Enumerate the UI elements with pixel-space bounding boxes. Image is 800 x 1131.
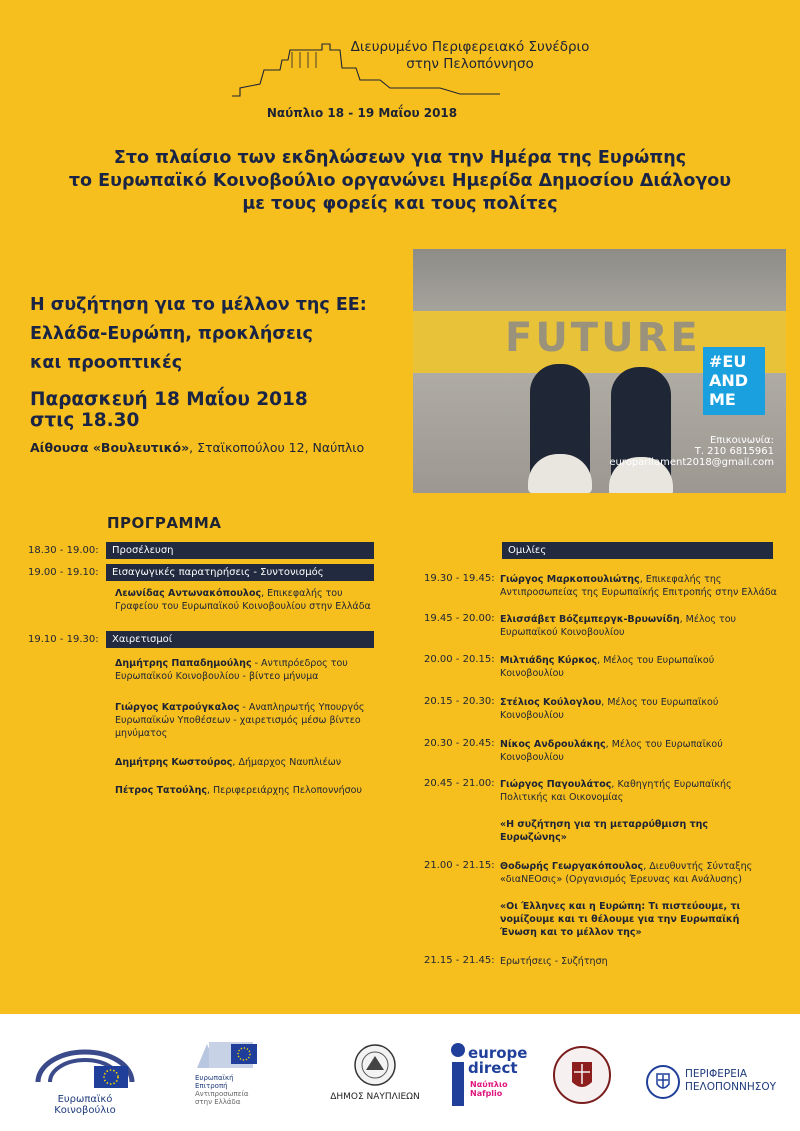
intro-line1: Στο πλαίσιο των εκδηλώσεων για την Ημέρα της Ευρώπης bbox=[113, 148, 687, 168]
right-entry-5 bbox=[500, 738, 780, 764]
right-entry-3-role-a: , Μέλος του Ευρωπαϊκού bbox=[597, 655, 715, 666]
conference-title bbox=[340, 39, 600, 73]
arrival-bar: Προσέλευση bbox=[106, 542, 374, 559]
ed-line4: Nafplio bbox=[470, 1089, 503, 1098]
parliament-hemicycle-icon bbox=[30, 1044, 140, 1088]
right-entry-4-role-a: , Μέλος του Ευρωπαϊκού bbox=[601, 697, 719, 708]
conference-title-line2: στην Πελοπόννησο bbox=[406, 56, 534, 72]
right-entry-4-name: Στέλιος Κούλογλου bbox=[500, 697, 602, 708]
left-entry-3-name: Γιώργος Κατρούγκαλος bbox=[115, 702, 240, 713]
contact-email: europarliament2018@gmail.com bbox=[609, 457, 774, 468]
event-title-line3: και προοπτικές bbox=[30, 353, 183, 373]
badge-line2: AND bbox=[709, 371, 749, 390]
contact-phone: Τ. 210 6815961 bbox=[694, 446, 774, 457]
event-date-line1: Παρασκευή 18 Μαΐου 2018 bbox=[30, 389, 308, 410]
european-parliament-logo bbox=[30, 1044, 140, 1116]
future-photo bbox=[413, 249, 786, 493]
right-entry-3-role-b: Κοινοβουλίου bbox=[500, 668, 564, 679]
right-entry-2-role-a: , Μέλος του bbox=[679, 614, 737, 625]
intro-remarks-bar: Εισαγωγικές παρατηρήσεις - Συντονισμός bbox=[106, 564, 374, 581]
right-entry-3-name: Μιλτιάδης Κύρκος bbox=[500, 655, 598, 666]
event-title bbox=[30, 291, 410, 378]
region-line2: ΠΕΛΟΠΟΝΝΗΣΟΥ bbox=[685, 1081, 777, 1093]
right-entry-7-role-a: , Διευθυντής Σύνταξης bbox=[643, 861, 753, 872]
right-entry-7-name: Θοδωρής Γεωργακόπουλος bbox=[500, 861, 644, 872]
left-entry-5-role: , Περιφερειάρχης Πελοποννήσου bbox=[207, 785, 362, 796]
right-entry-2 bbox=[500, 613, 780, 639]
municipal-seal-icon bbox=[330, 1042, 420, 1088]
right-entry-7-talk-b: νομίζουμε και τι θέλουμε για την Ευρωπαϊκή bbox=[500, 914, 740, 925]
right-time-1: 19.30 - 19.45: bbox=[424, 573, 495, 584]
left-time-3: 19.10 - 19.30: bbox=[28, 634, 99, 645]
intro-line3: με τους φορείς και τους πολίτες bbox=[242, 194, 558, 214]
right-entry-6-talk bbox=[500, 818, 780, 844]
left-entry-2-name: Δημήτρης Παπαδημούλης bbox=[115, 658, 252, 669]
right-entry-5-role-b: Κοινοβουλίου bbox=[500, 752, 564, 763]
left-entry-1-role-b: Γραφείου του Ευρωπαϊκού Κοινοβουλίου στην Ελλάδα bbox=[115, 601, 371, 612]
greetings-bar: Χαιρετισμοί bbox=[106, 631, 374, 648]
right-entry-8: Ερωτήσεις - Συζήτηση bbox=[500, 956, 608, 967]
ec-line3: Αντιπροσωπεία bbox=[195, 1090, 249, 1098]
right-entry-3 bbox=[500, 654, 780, 680]
event-date bbox=[30, 389, 410, 431]
region-line1: ΠΕΡΙΦΕΡΕΙΑ bbox=[685, 1068, 748, 1080]
right-entry-6 bbox=[500, 778, 780, 804]
right-time-8: 21.15 - 21.45: bbox=[424, 955, 495, 966]
ec-line4: στην Ελλάδα bbox=[195, 1098, 241, 1106]
dimos-caption: ΔΗΜΟΣ ΝΑΥΠΛΙΕΩΝ bbox=[330, 1092, 420, 1102]
left-entry-4 bbox=[115, 756, 383, 769]
right-entry-4 bbox=[500, 696, 780, 722]
right-time-5: 20.30 - 20.45: bbox=[424, 738, 495, 749]
badge-line1: #EU bbox=[709, 352, 747, 371]
contact-label: Επικοινωνία: bbox=[709, 435, 774, 446]
commission-building-icon bbox=[195, 1038, 275, 1070]
intro-line2: το Ευρωπαϊκό Κοινοβούλιο οργανώνει Ημερίδα Δημοσίου Διάλογου bbox=[68, 171, 732, 191]
right-entry-4-role-b: Κοινοβουλίου bbox=[500, 710, 564, 721]
right-entry-1-role-b: Αντιπροσωπείας της Ευρωπαϊκής Επιτροπής στην Ελλάδα bbox=[500, 587, 777, 598]
left-entry-2-role-b: Ευρωπαϊκού Κοινοβουλίου - βίντεο μήνυμα bbox=[115, 671, 319, 682]
conference-title-line1: Διευρυμένο Περιφερειακό Συνέδριο bbox=[350, 39, 590, 55]
right-entry-5-role-a: , Μέλος του Ευρωπαϊκού bbox=[605, 739, 723, 750]
program-title: ΠΡΟΓΡΑΜΜΑ bbox=[107, 514, 222, 532]
right-entry-7-talk-c: Ένωση και το μέλλον της» bbox=[500, 927, 642, 938]
footer-logos bbox=[0, 1014, 800, 1131]
peloponnese-region-logo bbox=[645, 1064, 790, 1104]
right-time-4: 20.15 - 20.30: bbox=[424, 696, 495, 707]
venue-address: , Σταϊκοπούλου 12, Ναύπλιο bbox=[189, 440, 365, 455]
right-time-3: 20.00 - 20.15: bbox=[424, 654, 495, 665]
left-entry-2-role-a: - Αντιπρόεδρος του bbox=[251, 658, 348, 669]
university-seal-logo bbox=[552, 1038, 612, 1112]
dimos-nafplion-logo bbox=[330, 1042, 420, 1112]
right-time-7: 21.00 - 21.15: bbox=[424, 860, 495, 871]
left-entry-1-name: Λεωνίδας Αντωνακόπουλος bbox=[115, 588, 262, 599]
european-commission-logo bbox=[195, 1038, 275, 1108]
left-entry-4-role: , Δήμαρχος Ναυπλιέων bbox=[232, 757, 342, 768]
ed-line3: Ναύπλιο bbox=[470, 1080, 508, 1089]
left-entry-2 bbox=[115, 657, 383, 683]
ec-line1: Ευρωπαϊκή bbox=[195, 1074, 234, 1082]
right-entry-7-talk-a: «Οι Έλληνες και η Ευρώπη: Τι πιστεύουμε, τι bbox=[500, 901, 741, 912]
badge-line3: ME bbox=[709, 390, 736, 409]
left-entry-3-role-b: Ευρωπαϊκών Υποθέσεων - χαιρετισμός μέσω βίντεο bbox=[115, 715, 361, 726]
right-entry-5-name: Νίκος Ανδρουλάκης bbox=[500, 739, 606, 750]
right-entry-6-name: Γιώργος Παγουλάτος bbox=[500, 779, 612, 790]
event-venue bbox=[30, 440, 410, 455]
right-entry-6-talk-b: Ευρωζώνης» bbox=[500, 832, 567, 843]
left-entry-3-role-a: - Αναπληρωτής Υπουργός bbox=[239, 702, 365, 713]
left-entry-3 bbox=[115, 701, 383, 740]
speeches-bar: Ομιλίες bbox=[502, 542, 773, 559]
ed-line1: europe bbox=[468, 1044, 528, 1062]
left-entry-1-role-a: , Επικεφαλής του bbox=[261, 588, 343, 599]
ec-line2: Επιτροπή bbox=[195, 1082, 228, 1090]
right-entry-7 bbox=[500, 860, 780, 886]
university-crest-icon bbox=[552, 1038, 612, 1112]
right-entry-1-role-a: , Επικεφαλής της bbox=[639, 574, 722, 585]
event-date-line2: στις 18.30 bbox=[30, 410, 140, 431]
info-i-icon bbox=[448, 1040, 468, 1110]
event-title-line2: Ελλάδα-Ευρώπη, προκλήσεις bbox=[30, 324, 313, 344]
left-entry-5 bbox=[115, 784, 383, 797]
right-entry-7-role-b: «διαΝΕΟσις» (Οργανισμός Έρευνας και Ανάλυσης) bbox=[500, 874, 742, 885]
left-entry-4-name: Δημήτρης Κωστούρος bbox=[115, 757, 233, 768]
ep-caption: Ευρωπαϊκό Κοινοβούλιο bbox=[54, 1094, 116, 1116]
right-entry-6-role-a: , Καθηγητής Ευρωπαϊκής bbox=[611, 779, 732, 790]
left-time-2: 19.00 - 19.10: bbox=[28, 567, 99, 578]
road-text: FUTURE bbox=[505, 315, 701, 361]
right-entry-2-name: Ελισσάβετ Βόζεμπεργκ-Βρυωνίδη bbox=[500, 614, 680, 625]
event-title-line1: Η συζήτηση για το μέλλον της ΕΕ: bbox=[30, 295, 367, 315]
right-time-6: 20.45 - 21.00: bbox=[424, 778, 495, 789]
hellenic-emblem-icon bbox=[645, 1064, 681, 1100]
right-entry-6-role-b: Πολιτικής και Οικονομίας bbox=[500, 792, 624, 803]
right-entry-6-talk-a: «Η συζήτηση για τη μεταρρύθμιση της bbox=[500, 819, 709, 830]
ed-line2: direct bbox=[468, 1059, 518, 1077]
conference-dates: Ναύπλιο 18 - 19 Μαΐου 2018 bbox=[266, 106, 458, 120]
right-time-2: 19.45 - 20.00: bbox=[424, 613, 495, 624]
europe-direct-logo bbox=[448, 1036, 528, 1116]
left-entry-1 bbox=[115, 587, 383, 613]
right-entry-1-name: Γιώργος Μαρκοπουλιώτης bbox=[500, 574, 640, 585]
left-entry-3-role-c: μηνύματος bbox=[115, 728, 168, 739]
intro-heading bbox=[40, 147, 760, 216]
right-entry-2-role-b: Ευρωπαϊκού Κοινοβουλίου bbox=[500, 627, 625, 638]
right-entry-7-talk bbox=[500, 900, 780, 939]
euandme-badge bbox=[703, 347, 765, 415]
contact-block bbox=[609, 435, 774, 468]
right-entry-1 bbox=[500, 573, 780, 599]
left-time-1: 18.30 - 19.00: bbox=[28, 545, 99, 556]
left-entry-5-name: Πέτρος Τατούλης bbox=[115, 785, 207, 796]
venue-name: Αίθουσα «Βουλευτικό» bbox=[30, 440, 190, 455]
